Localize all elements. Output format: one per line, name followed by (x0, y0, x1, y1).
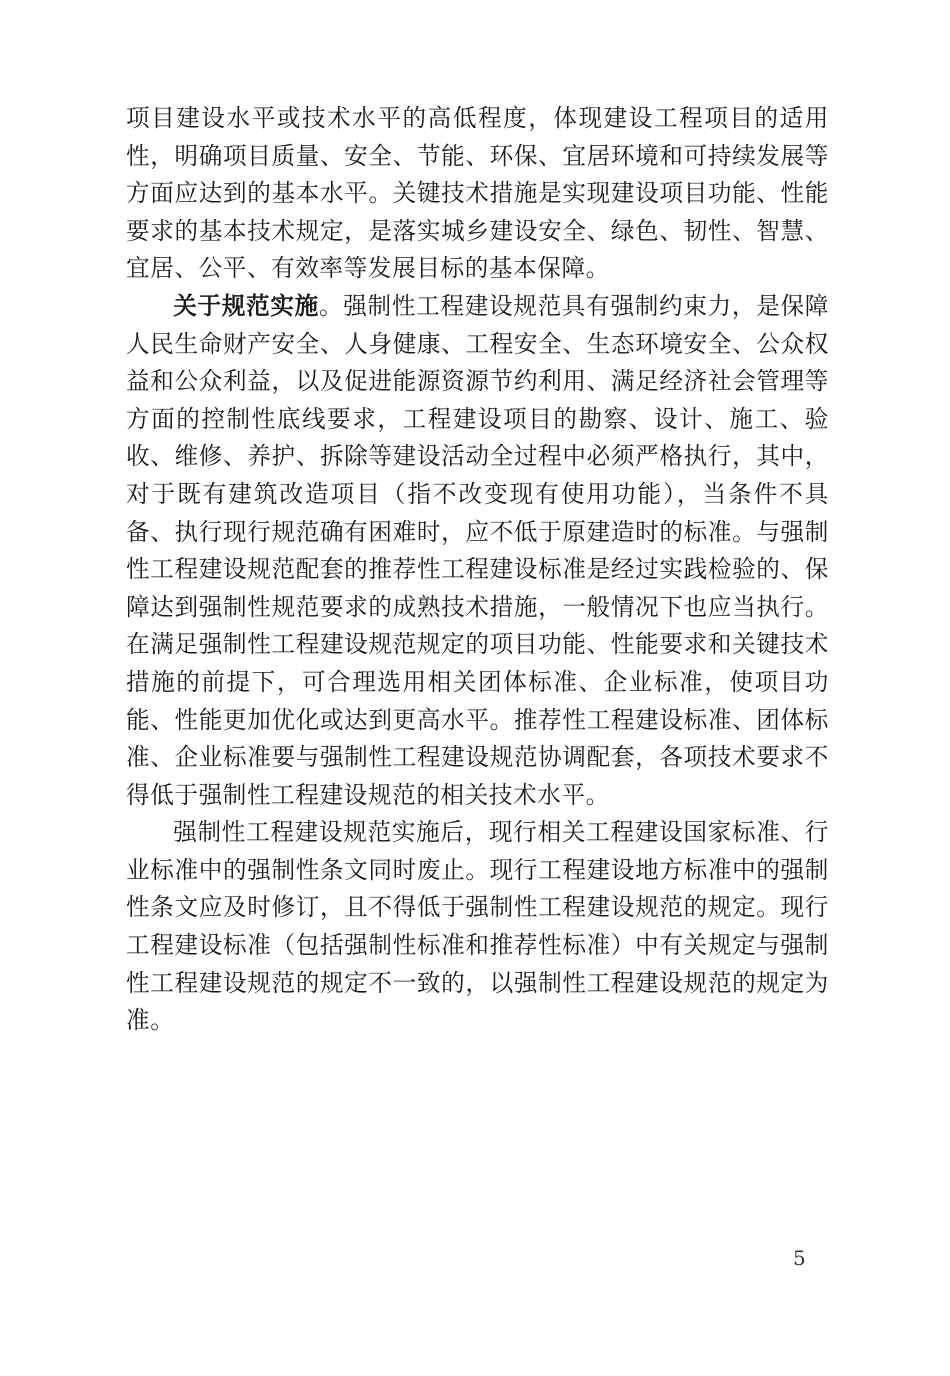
paragraph-3: 强制性工程建设规范实施后，现行相关工程建设国家标准、行业标准中的强制性条文同时废止。现行工程建设地方标准中的强制性条文应及时修订，且不得低于强制性工程建设规范的规定。现行工程建设标准（包括强制性标准和推荐性标准）中有关规定与强制性工程建设规范的规定不一致的，以强制性工程建设规范的规定为准。 (126, 818, 829, 1035)
paragraph-2-lead: 关于规范实施 (173, 291, 319, 320)
paragraph-2 (126, 288, 829, 814)
paragraph-1: 项目建设水平或技术水平的高低程度，体现建设工程项目的适用性，明确项目质量、安全、节能、环保、宜居环境和可持续发展等方面应达到的基本水平。关键技术措施是实现建设项目功能、性能要求的基本技术规定，是落实城乡建设安全、绿色、韧性、智慧、宜居、公平、有效率等发展目标的基本保障。 (126, 104, 829, 283)
page-number: 5 (793, 1246, 806, 1270)
body-text (126, 100, 829, 1040)
paragraph-2-body: 。强制性工程建设规范具有强制约束力，是保障人民生命财产安全、人身健康、工程安全、生态环境安全、公众权益和公众利益，以及促进能源资源节约利用、满足经济社会管理等方面的控制性底线要求，工程建设项目的勘察、设计、施工、验收、维修、养护、拆除等建设活动全过程中必须严格执行，其中，对于既有建筑改造项目（指不改变现有使用功能），当条件不具备、执行现行规范确有困难时，应不低于原建造时的标准。与强制性工程建设规范配套的推荐性工程建设标准是经过实践检验的、保障达到强制性规范要求的成熟技术措施，一般情况下也应当执行。在满足强制性工程建设规范规定的项目功能、性能要求和关键技术措施的前提下，可合理选用相关团体标准、企业标准，使项目功能、性能更加优化或达到更高水平。推荐性工程建设标准、团体标准、企业标准要与强制性工程建设规范协调配套，各项技术要求不得低于强制性工程建设规范的相关技术水平。 (126, 291, 829, 809)
